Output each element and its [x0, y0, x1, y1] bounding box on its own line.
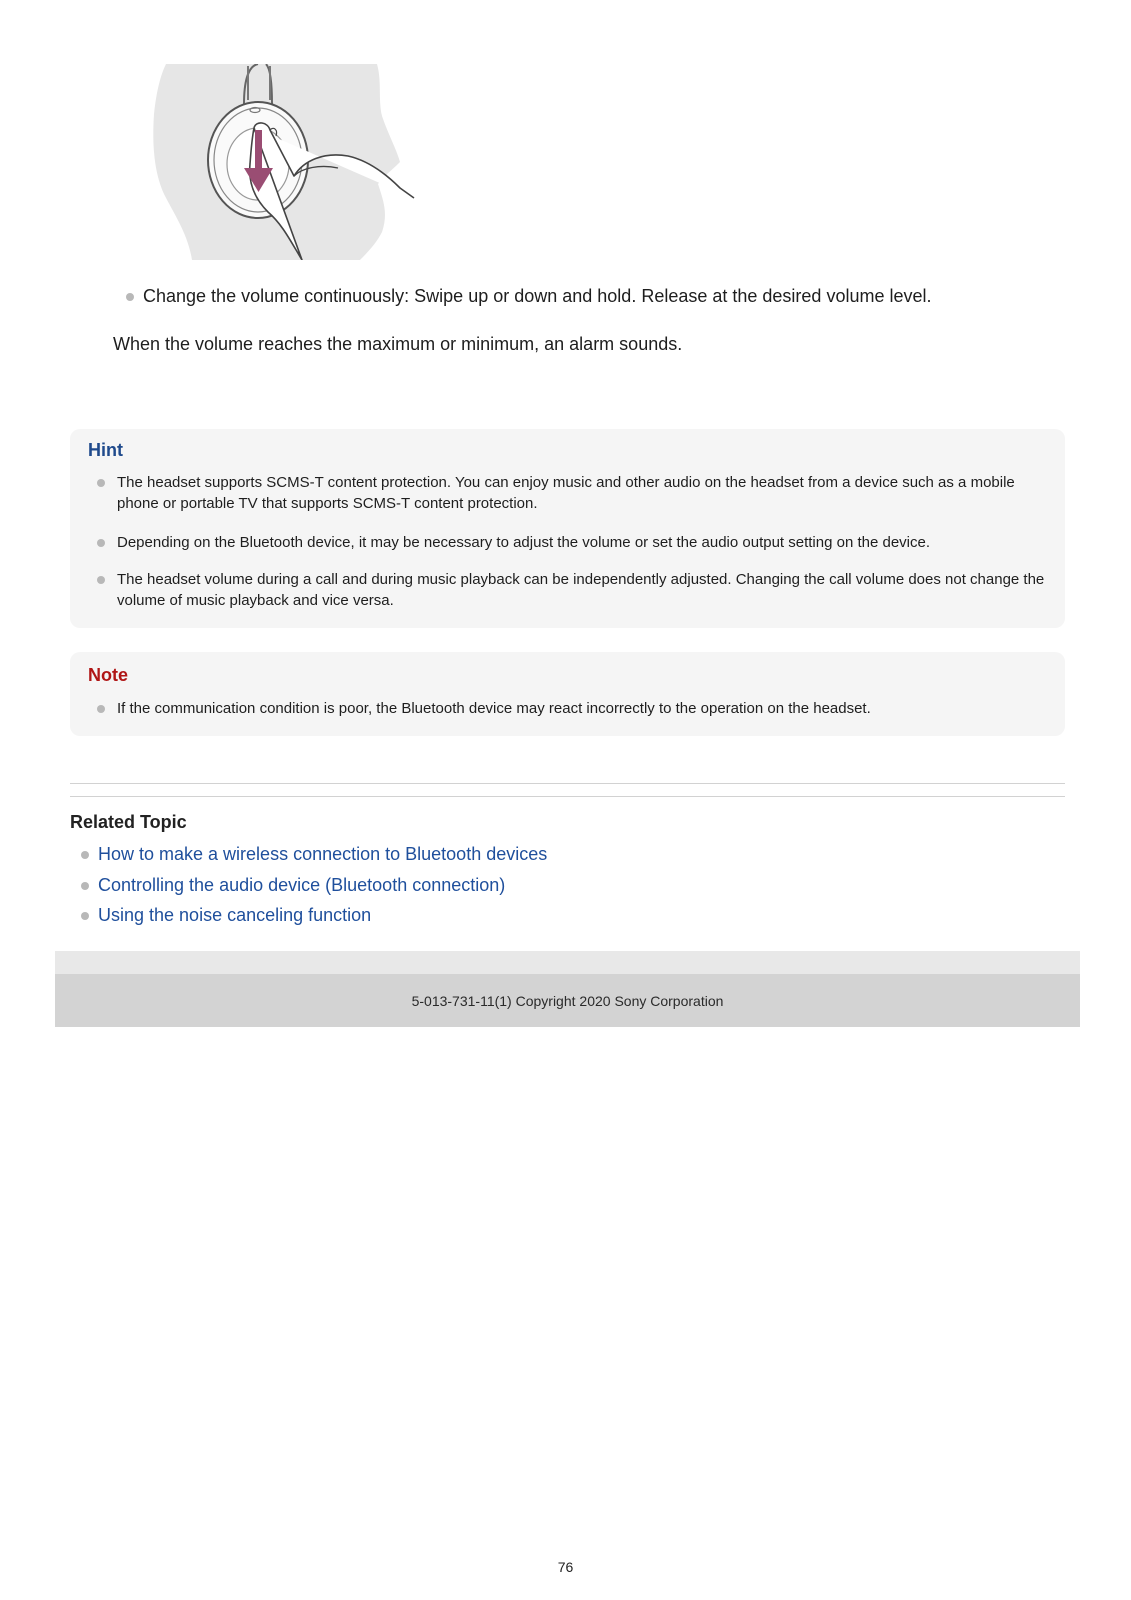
- related-link-noise-canceling[interactable]: Using the noise canceling function: [98, 905, 372, 925]
- step-note: When the volume reaches the maximum or minimum, an alarm sounds.: [113, 334, 683, 354]
- related-link-wireless-connection[interactable]: How to make a wireless connection to Bluetooth devices: [98, 844, 548, 864]
- swipe-down-illustration: [152, 64, 422, 260]
- hint-item: [97, 569, 1047, 611]
- note-title: Note: [88, 665, 128, 685]
- related-topic-item: [81, 875, 505, 896]
- bullet-icon: [97, 576, 105, 584]
- step-text: Change the volume continuously: Swipe up or down and hold. Release at the desired volume level.: [143, 286, 932, 306]
- hint-item-text: Depending on the Bluetooth device, it may be necessary to adjust the volume or set the audio output setting on the device.: [117, 534, 931, 551]
- hint-title: Hint: [88, 440, 123, 460]
- copyright-text: 5-013-731-11(1) Copyright 2020 Sony Corporation: [411, 992, 724, 1009]
- bullet-icon: [81, 912, 89, 920]
- divider: [70, 783, 1065, 784]
- bullet-icon: [97, 705, 105, 713]
- bullet-icon: [126, 293, 134, 301]
- note-item: [97, 698, 1047, 719]
- note-item-text: If the communication condition is poor, the Bluetooth device may react incorrectly to the operation on the headset.: [117, 700, 871, 717]
- hint-item: [97, 532, 1047, 553]
- related-link-controlling-audio[interactable]: Controlling the audio device (Bluetooth connection): [98, 875, 506, 895]
- related-topic-heading: Related Topic: [70, 812, 187, 832]
- bullet-icon: [81, 851, 89, 859]
- hint-item-text: The headset supports SCMS-T content protection. You can enjoy music and other audio on the headset from a device such as a mobile phone or portable TV that supports SCMS-T content protection.: [117, 474, 1015, 512]
- bullet-icon: [81, 882, 89, 890]
- related-topic-item: [81, 905, 371, 926]
- hint-item: [97, 472, 1047, 514]
- hint-box: [70, 429, 1065, 628]
- step-bullet-item: [126, 286, 931, 307]
- hint-item-text: The headset volume during a call and during music playback can be independently adjusted. Changing the call volume does not change the volume of music playback and vice versa.: [117, 571, 1045, 609]
- related-topic-item: [81, 844, 547, 865]
- bullet-icon: [97, 479, 105, 487]
- footer-top-band: [55, 951, 1080, 974]
- note-box: [70, 652, 1065, 736]
- page-number: 76: [557, 1559, 574, 1575]
- bullet-icon: [97, 539, 105, 547]
- divider: [70, 796, 1065, 797]
- footer: [55, 974, 1080, 1027]
